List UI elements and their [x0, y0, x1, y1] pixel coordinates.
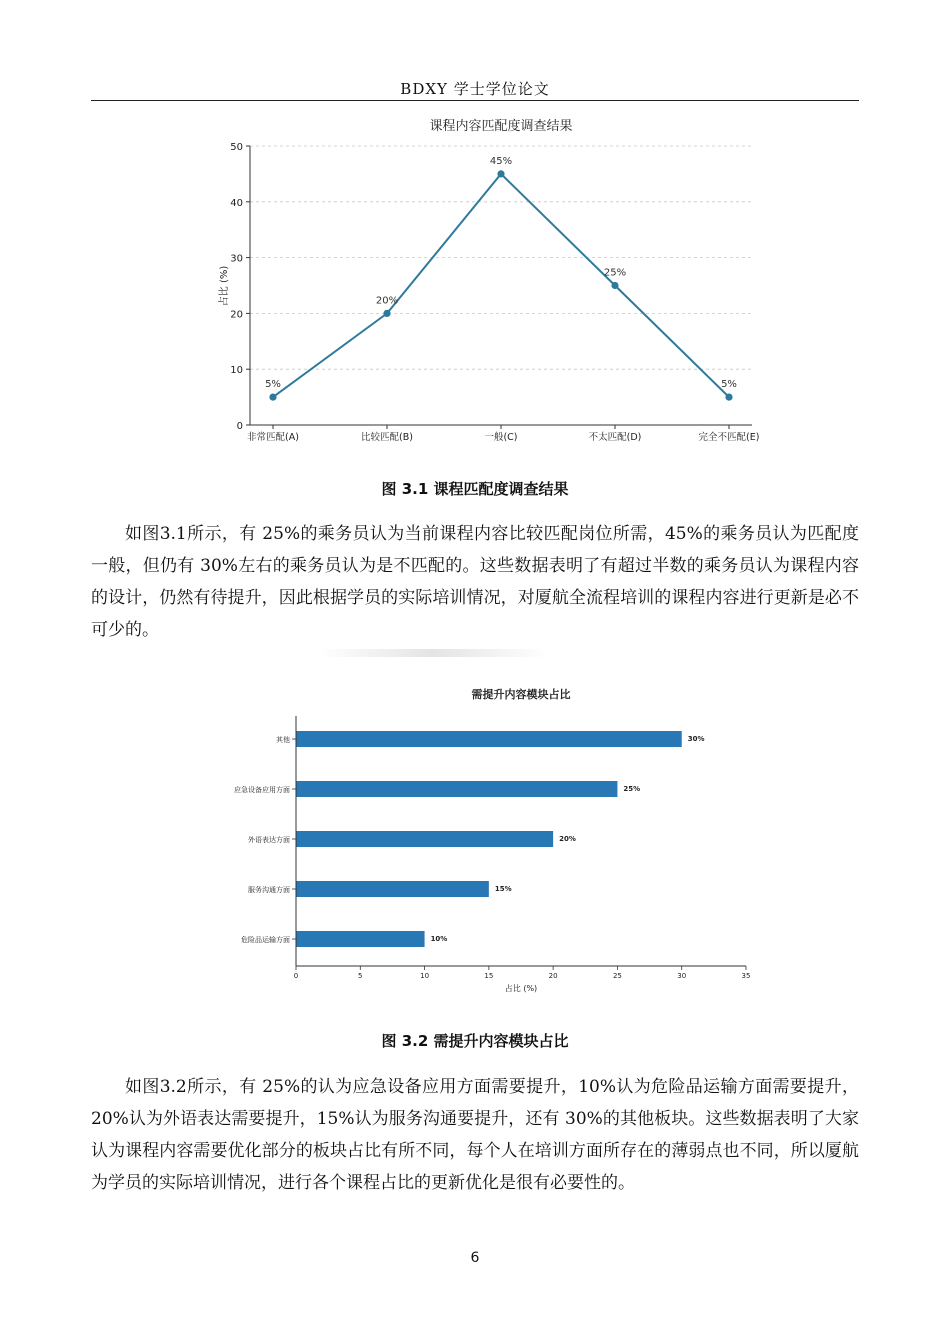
page-number: 6: [470, 1250, 480, 1266]
data-label: 25%: [603, 267, 627, 279]
x-axis-label: 占比 (%): [504, 984, 538, 993]
data-label: 5%: [721, 379, 737, 391]
x-tick-label: 不太匹配(D): [588, 432, 642, 443]
data-label: 20%: [559, 835, 576, 843]
data-label: 30%: [687, 735, 705, 743]
data-point: [269, 394, 276, 401]
x-tick-label: 完全不匹配(E): [698, 432, 760, 443]
x-tick-label: 一般(C): [484, 432, 518, 443]
y-tick-label: 20: [230, 309, 243, 321]
figure-caption-1: 图 3.1 课程匹配度调查结果: [381, 480, 569, 498]
x-tick-label: 25: [612, 972, 622, 980]
y-tick-label: 0: [236, 421, 243, 432]
header-rule: [91, 100, 859, 101]
category-labels: [234, 735, 296, 944]
y-tick-label: 50: [230, 142, 243, 153]
x-tick-label: 非常匹配(A): [247, 432, 299, 443]
data-label: 10%: [430, 935, 448, 943]
category-label: 服务沟通方面: [248, 886, 290, 894]
bar: [296, 931, 425, 947]
series-line: [273, 174, 729, 397]
x-tick-label: 比较匹配(B): [361, 432, 413, 443]
data-point: [383, 310, 390, 317]
category-label: 外语表达方面: [248, 836, 290, 844]
data-label: 25%: [623, 785, 641, 793]
x-tick-label: 20: [548, 972, 558, 980]
x-tick-label: 10: [420, 972, 430, 980]
bar: [296, 781, 617, 797]
chart-title: 课程内容匹配度调查结果: [429, 119, 573, 134]
data-point: [497, 170, 504, 177]
category-label: 其他: [276, 736, 290, 744]
y-axis-label: 占比 (%): [219, 265, 230, 307]
chart-title: 需提升内容模块占比: [471, 688, 571, 701]
data-labels: [265, 156, 737, 390]
y-tick-label: 40: [230, 197, 243, 209]
data-point: [725, 394, 732, 401]
bar: [296, 831, 553, 847]
data-label: 5%: [265, 379, 281, 391]
y-tick-label: 10: [230, 365, 243, 377]
bar-chart: [215, 680, 775, 1000]
page-header: BDXY 学士学位论文: [400, 80, 550, 98]
line-chart: [200, 112, 780, 457]
category-label: 应急设备应用方面: [234, 786, 290, 794]
body-paragraph-2: 如图3.2所示，有 25%的认为应急设备应用方面需要提升，10%认为危险品运输方面需要提升，20%认为外语表达需要提升，15%认为服务沟通要提升，还有 30%的其他板块。这些数据表明了大家认为课程内容需要优化部分的板块占比有所不同，每个人在培训方面所存在的薄弱点也不同，所以厦航为学员的实际培训情况，进行各个课程占比的更新优化是很有必要性的。: [91, 1077, 859, 1193]
x-tick-label: 35: [741, 972, 751, 980]
grid-lines: [250, 146, 752, 425]
data-label: 20%: [375, 295, 399, 307]
axes: [250, 146, 752, 425]
data-point: [611, 282, 618, 289]
x-tick-label: 0: [293, 972, 299, 980]
bar: [296, 881, 489, 897]
data-label: 45%: [489, 155, 513, 167]
scan-smudge: [318, 649, 548, 657]
bars: [296, 731, 682, 947]
x-axis-ticks: [247, 425, 759, 443]
figure-caption-2: 图 3.2 需提升内容模块占比: [381, 1032, 569, 1050]
bar: [296, 731, 682, 747]
category-label: 危险品运输方面: [241, 936, 290, 944]
x-axis-ticks: [294, 966, 751, 980]
body-paragraph-1: 如图3.1所示，有 25%的乘务员认为当前课程内容比较匹配岗位所需，45%的乘务员认为匹配度一般，但仍有 30%左右的乘务员认为是不匹配的。这些数据表明了有超过半数的乘务员认为课程内容的设计，仍然有待提升，因此根据学员的实际培训情况，对厦航全流程培训的课程内容进行更新是必不可少的。: [91, 524, 859, 640]
data-points: [269, 170, 732, 400]
x-tick-label: 15: [484, 972, 494, 980]
x-tick-label: 30: [677, 972, 687, 980]
data-label: 15%: [494, 885, 512, 893]
y-tick-label: 30: [230, 253, 243, 265]
x-tick-label: 5: [358, 972, 363, 980]
y-axis-ticks: [230, 142, 250, 432]
